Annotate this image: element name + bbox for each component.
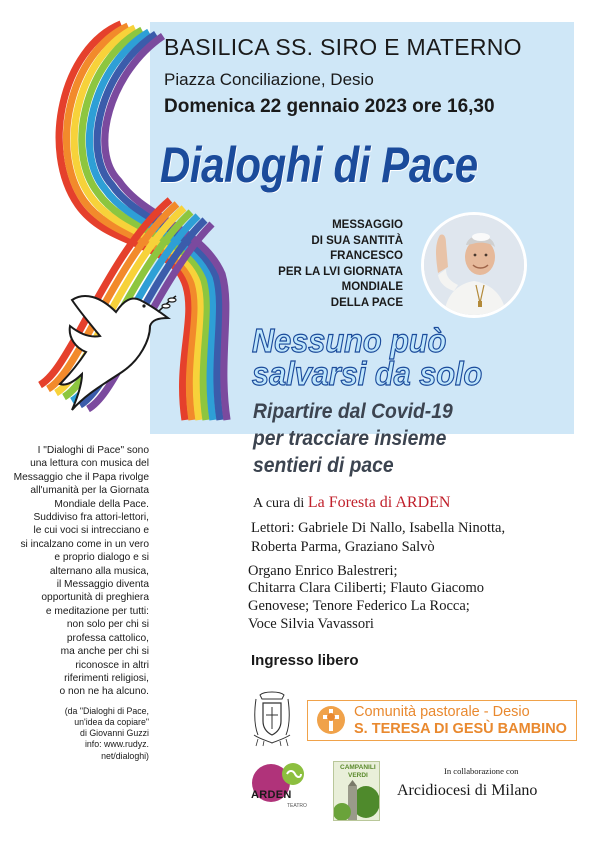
source-note-line: (da "Dialoghi di Pace, [64, 705, 149, 716]
pope-portrait-photo [421, 212, 527, 318]
sidebar-line: professa cattolico, [66, 632, 149, 644]
arden-name: ARDEN [251, 789, 292, 801]
organ-line: Organo Enrico Balestreri; [248, 563, 398, 579]
sidebar-line: ma anche per chi si [60, 646, 149, 658]
subtitle-line-2: per tracciare insieme [253, 427, 447, 450]
sidebar-line: le cui voci si intrecciano e [33, 525, 149, 537]
event-title: Dialoghi di Pace [160, 137, 478, 193]
coat-of-arms-logo [250, 691, 294, 747]
arden-subtitle: TEATRO [287, 803, 307, 809]
sidebar-line: I "Dialoghi di Pace" sono [37, 445, 149, 456]
sidebar-line: si incalzano come in un vero [20, 538, 149, 550]
pope-message-label [278, 218, 403, 311]
sidebar-description [9, 444, 149, 762]
source-note-line: info: www.rudyz. [84, 739, 149, 750]
message-line: MESSAGGIO [332, 219, 403, 231]
event-datetime: Domenica 22 gennaio 2023 ore 16,30 [164, 96, 495, 117]
cross-emblem-icon [314, 704, 348, 736]
comunita-line-1: Comunità pastorale - Desio [354, 704, 530, 720]
message-line: FRANCESCO [330, 250, 403, 262]
curated-by: A cura di La Foresta di ARDEN [253, 494, 451, 511]
sidebar-line: non solo per chi si [66, 619, 149, 631]
headline-line-2: salvarsi da solo [252, 355, 483, 392]
message-line: PER LA LVI GIORNATA [278, 265, 403, 278]
source-note-line: di Giovanni Guzzi [80, 728, 149, 739]
comunita-pastorale-logo [307, 700, 577, 741]
sidebar-line: o non ne ha alcuno. [59, 686, 149, 698]
message-line: DI SUA SANTITÀ [311, 234, 403, 247]
collaboration-label: In collaborazione con [444, 766, 519, 776]
sidebar-line: Messaggio che il Papa rivolge [13, 471, 149, 483]
campanili-line-1: CAMPANILI [340, 764, 376, 771]
sidebar-line: riconosce in altri [75, 659, 149, 671]
campanili-verdi-logo [333, 761, 380, 821]
campanili-line-2: VERDI [348, 772, 368, 779]
sidebar-line: una lettura con musica del [30, 458, 149, 470]
sidebar-line: riferimenti religiosi, [64, 672, 149, 684]
sidebar-line: e meditazione per tutti: [45, 605, 149, 617]
source-note-line: net/dialoghi) [101, 750, 149, 761]
headline-line-1: Nessuno può [252, 322, 447, 359]
sidebar-line: opportunità di preghiera [41, 592, 149, 604]
guitar-flute-line: Chitarra Clara Ciliberti; Flauto Giacomo [248, 580, 484, 596]
sidebar-line: Mondiale della Pace. [54, 498, 149, 510]
archdiocese-name: Arcidiocesi di Milano [397, 782, 538, 799]
sidebar-line: alternano alla musica, [49, 565, 149, 577]
subtitle-line-3: sentieri di pace [253, 454, 394, 477]
sidebar-line: Suddiviso fra attori-lettori, [33, 512, 149, 524]
sidebar-line: e proprio dialogo e si [54, 552, 149, 564]
venue-address: Piazza Conciliazione, Desio [164, 70, 374, 89]
message-line: MONDIALE [341, 281, 403, 293]
source-note-line: un'idea da copiare" [74, 716, 149, 727]
sidebar-line: il Messaggio diventa [56, 579, 149, 591]
comunita-line-2: S. TERESA DI GESÙ BAMBINO [354, 721, 567, 737]
tenor-line: Genovese; Tenore Federico La Rocca; [248, 598, 470, 614]
venue-title: BASILICA SS. SIRO E MATERNO [164, 34, 522, 60]
voice-line: Voce Silvia Vavassori [248, 616, 374, 632]
message-line: DELLA PACE [330, 296, 403, 309]
sidebar-line: all'umanità per la Giornata [30, 485, 149, 497]
free-entry-label: Ingresso libero [251, 652, 359, 669]
readers-line-1: Lettori: Gabriele Di Nallo, Isabella Ninotta, [251, 520, 506, 536]
arden-logo [251, 761, 309, 809]
readers-line-2: Roberta Parma, Graziano Salvò [251, 539, 435, 555]
subtitle-line-1: Ripartire dal Covid-19 [253, 400, 453, 423]
